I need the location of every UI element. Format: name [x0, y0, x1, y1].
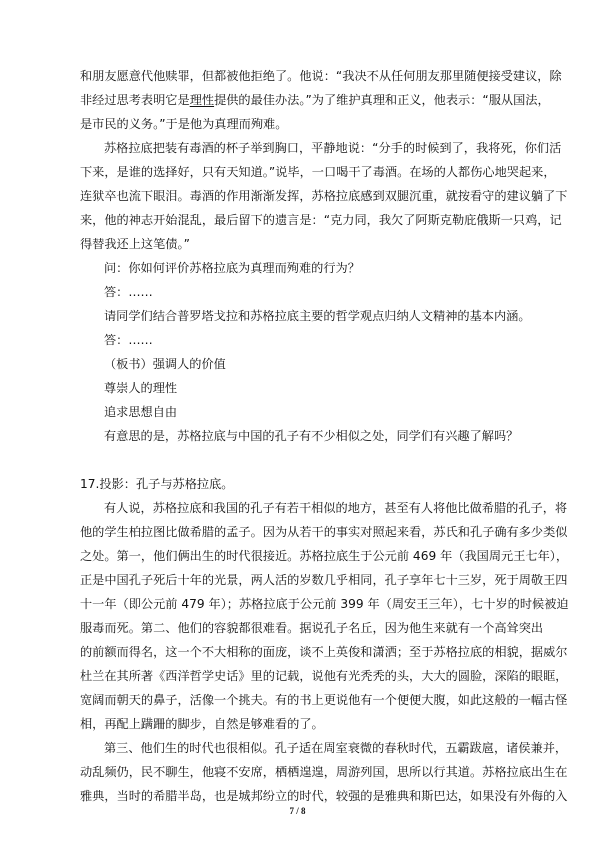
text-line: 第三、他们生的时代也很相似。孔子适在周室衰微的春秋时代，五霸跋扈，诸侯兼并， [104, 741, 568, 755]
text-line: 苏格拉底把装有毒酒的杯子举到胸口，平静地说：“分手的时候到了，我将死，你们活 [104, 141, 562, 155]
text-line: 相，再配上蹒跚的脚步，自然是够难看的了。 [80, 717, 324, 731]
text-segment: 非经过思考表明它是 [80, 93, 190, 107]
page-content [80, 64, 569, 808]
text-segment: 提供的最佳办法。”为了维护真理和正义，他表示：“服从国法， [214, 93, 550, 107]
text-line: 有意思的是，苏格拉底与中国的孔子有不少相似之处，同学们有兴趣了解吗？ [104, 429, 519, 443]
text-line: 来，他的神志开始混乱，最后留下的遗言是：“克力同，我欠了阿斯克勒庇俄斯一只鸡，记 [80, 213, 562, 227]
text-line: 服毒而死。第二、他们的容貌都很难看。据说孔子名丘，因为他生来就有一个高耸突出 [80, 621, 544, 635]
section-title: 17.投影：孔子与苏格拉底。 [80, 477, 234, 491]
text-line [80, 88, 550, 112]
text-line: 正是中国孔子死后十年的光景，两人活的岁数几乎相同，孔子享年七十三岁，死于周敬王四 [80, 573, 568, 587]
text-line: 动乱频仍，民不聊生，他寝不安席，栖栖遑遑，周游列国，思所以行其道。苏格拉底出生在 [80, 765, 568, 779]
board-note-line: 追求思想自由 [104, 405, 178, 419]
text-line: 十一年（即公元前 479 年）；苏格拉底于公元前 399 年（周安王三年），七十岁的时候被迫 [80, 597, 569, 611]
text-line: 他的学生柏拉图比做希腊的孟子。因为从若干的事实对照起来看，苏氏和孔子确有多少类似 [80, 525, 568, 539]
board-note-line: 尊崇人的理性 [104, 381, 178, 395]
page-number: 7 / 8 [289, 806, 306, 816]
text-line: 之处。第一，他们俩出生的时代很接近。苏格拉底生于公元前 469 年（我国周元王七年）， [80, 549, 569, 563]
text-line: 杜兰在其所著《西洋哲学史话》里的记载，说他有光秃秃的头，大大的圆脸，深陷的眼眶， [80, 669, 568, 683]
underlined-term: 理性 [189, 93, 215, 107]
text-line: 宽阔而朝天的鼻子，活像一个挑夫。有的书上更说他有一个便便大腹，如此这般的一幅古怪 [80, 693, 568, 707]
answer-line: 答：…… [104, 285, 153, 299]
text-line: 雅典，当时的希腊半岛，也是城邦纷立的时代，较强的是雅典和斯巴达，如果没有外侮的入 [80, 789, 568, 803]
blank-line [80, 448, 520, 472]
question-line: 请同学们结合普罗塔戈拉和苏格拉底主要的哲学观点归纳人文精神的基本内涵。 [104, 309, 531, 323]
text-line: 是市民的义务。”于是他为真理而殉难。 [80, 117, 288, 131]
text-line: 得替我还上这笔债。” [80, 237, 190, 251]
text-line: 连狱卒也流下眼泪。毒酒的作用渐渐发挥，苏格拉底感到双腿沉重，就按看守的建议躺了下 [80, 189, 568, 203]
text-line: 的前额而得名，这一个不大相称的面庞，谈不上英俊和潇洒；至于苏格拉底的相貌，据威尔 [80, 645, 568, 659]
board-note-line: （板书）强调人的价值 [104, 357, 226, 371]
question-line: 问：你如何评价苏格拉底为真理而殉难的行为？ [104, 261, 360, 275]
text-line: 和朋友愿意代他赎罪，但都被他拒绝了。他说：“我决不从任何朋友那里随便接受建议，除 [80, 69, 562, 83]
text-line: 有人说，苏格拉底和我国的孔子有若干相似的地方，甚至有人将他比做希腊的孔子，将 [104, 501, 568, 515]
answer-line: 答：…… [104, 333, 153, 347]
text-line: 下来，是谁的选择好，只有天知道。”说毕，一口喝干了毒酒。在场的人都伤心地哭起来， [80, 165, 556, 179]
